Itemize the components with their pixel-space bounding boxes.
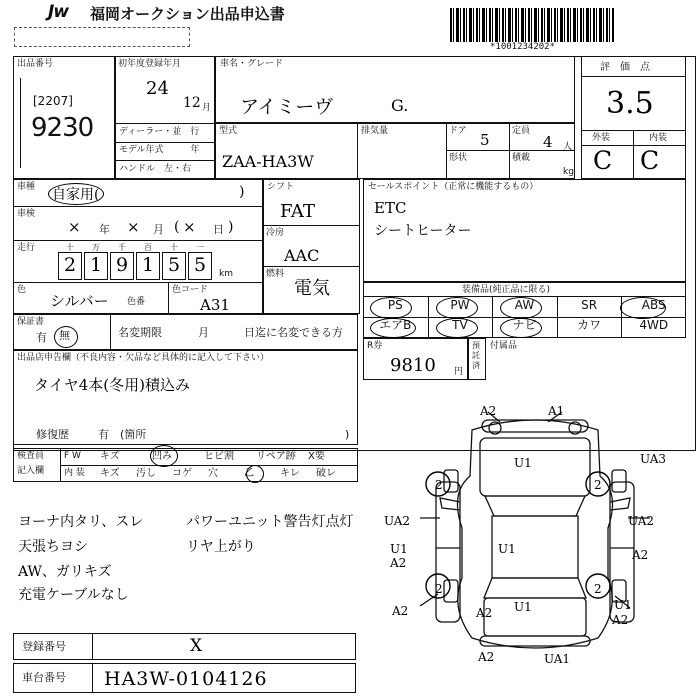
addon-label: 付属品 xyxy=(490,341,518,351)
divider xyxy=(263,225,360,226)
divider xyxy=(263,266,360,267)
car-hood xyxy=(480,438,590,496)
inspector-item: リペア跡 xyxy=(256,451,296,462)
evaluation-label: 評 価 点 xyxy=(600,62,650,73)
car-left-side xyxy=(436,482,460,622)
damage-mark: U1 xyxy=(390,542,408,556)
handle-label: ハンドル 左・右 xyxy=(119,164,192,174)
mileage-digit-label: 十 xyxy=(170,243,178,252)
mileage-digit-label: 一 xyxy=(196,243,204,252)
car-front-bumper xyxy=(482,420,588,432)
usage-value: 自家用( xyxy=(52,187,100,203)
barcode xyxy=(450,8,614,42)
damage-mark: U1 xyxy=(514,600,532,614)
divider xyxy=(60,465,358,466)
inspector-item: ヒビ割 xyxy=(204,451,234,462)
color-code-label: 色コード xyxy=(172,285,209,295)
lot-number: 9230 xyxy=(31,113,94,143)
car-rear-window xyxy=(484,578,586,598)
damage-mark: A2 xyxy=(476,606,493,620)
mileage-digit: 9 xyxy=(116,254,129,276)
equipment-item: AW xyxy=(514,298,535,312)
divider xyxy=(446,150,575,151)
inspection-month-word: 月 xyxy=(153,223,164,236)
dent-circle xyxy=(150,445,178,467)
inspector-item: 汚し xyxy=(136,468,156,479)
color-label: 色 xyxy=(17,285,27,295)
inspector-row2-prefix: 内 装 xyxy=(64,468,85,478)
divider xyxy=(110,314,111,350)
damage-mark: A2 xyxy=(392,604,409,618)
divider xyxy=(115,142,215,143)
inspection-open-paren: ( xyxy=(174,219,180,235)
car-tailgate xyxy=(484,598,586,636)
notes-label: 出品店申告欄（不良内容・欠品など具体的に記入して下さい） xyxy=(17,353,270,363)
model-code: ZAA-HA3W xyxy=(222,152,314,171)
color-value: シルバー xyxy=(50,292,109,310)
inspector-row1-prefix: F W xyxy=(64,451,81,461)
recycle-status-label: 預託済 xyxy=(472,341,480,370)
divider xyxy=(13,240,263,241)
equipment-item: PS xyxy=(387,298,403,312)
chassis-label: 車台番号 xyxy=(22,671,66,684)
equipment-circle xyxy=(370,297,412,319)
exterior-label: 外装 xyxy=(592,133,611,143)
equipment-item: エアB xyxy=(379,318,412,332)
registration-label: 登録番号 xyxy=(22,640,66,653)
wheel-rl xyxy=(444,580,458,602)
chassis-value: HA3W-0104126 xyxy=(104,668,268,690)
repair-label: 修復歴 xyxy=(36,428,69,441)
mileage-digit: 2 xyxy=(64,254,77,276)
capacity-label: 定員 xyxy=(512,126,531,136)
car-name: アイミーヴ xyxy=(240,96,334,118)
interior-grade: C xyxy=(640,146,660,175)
equipment-label: 装備品(純正品に限る) xyxy=(462,285,551,295)
car-windshield xyxy=(485,496,585,516)
inspector-item: X要 xyxy=(308,451,325,462)
usage-label: 車種 xyxy=(17,182,36,192)
remark-line: パワーユニット警告灯点灯 xyxy=(186,514,354,530)
sales-point-1: ETC xyxy=(374,199,407,217)
lot-label: 出品番号 xyxy=(17,59,54,69)
warranty-label: 保証書 xyxy=(17,317,45,327)
inspection-day-mark: × xyxy=(183,218,196,236)
equipment-item: TV xyxy=(452,318,468,332)
damage-mark: U1 xyxy=(498,542,516,556)
inspection-close-paren: ) xyxy=(228,219,234,235)
first-reg-year: 24 xyxy=(146,78,169,99)
displacement-label: 排気量 xyxy=(361,126,389,136)
name-change-label: 名変期限 xyxy=(118,326,162,339)
divider xyxy=(581,76,686,77)
inspection-label: 車検 xyxy=(17,209,36,219)
registration-value: X xyxy=(190,636,203,656)
divider xyxy=(92,663,93,693)
capacity-value: 4 xyxy=(543,133,553,151)
equipment-item: カワ xyxy=(577,318,602,332)
barcode-number: *1001234202* xyxy=(490,42,556,52)
wheel-fr xyxy=(612,470,626,492)
inspection-year-word: 年 xyxy=(99,223,110,236)
evaluation-score: 3.5 xyxy=(606,86,654,121)
divider xyxy=(115,160,215,161)
damage-mark: A2 xyxy=(632,548,649,562)
month-unit-label: 月 xyxy=(202,103,212,113)
usage-close-paren: ) xyxy=(239,184,245,200)
inspector-item: コゲ xyxy=(172,468,192,479)
warranty-no: 無 xyxy=(59,329,70,342)
divider xyxy=(446,123,447,179)
model-year-label: モデル年式 年 xyxy=(119,145,200,155)
mileage-digit-label: 百 xyxy=(144,243,152,252)
damage-mark: UA2 xyxy=(628,514,655,528)
damage-mark: 2 xyxy=(435,582,443,596)
load-unit: kg xyxy=(563,167,574,177)
type-label: 型式 xyxy=(219,126,238,136)
damage-mark: A2 xyxy=(612,613,629,627)
inspector-item: キズ xyxy=(100,468,120,479)
equipment-item: SR xyxy=(581,298,598,312)
fuel-value: 電気 xyxy=(294,278,330,299)
damage-mark: UA2 xyxy=(384,514,411,528)
entry-boxes xyxy=(14,27,190,47)
shift-value: FAT xyxy=(280,201,315,222)
equipment-circle xyxy=(436,297,478,319)
equipment-circle xyxy=(500,318,542,338)
equipment-circle xyxy=(620,297,666,319)
damage-mark: A2 xyxy=(480,404,497,418)
mileage-digit-label: 千 xyxy=(118,243,126,252)
door-count: 5 xyxy=(480,131,490,149)
color-number-label: 色番 xyxy=(127,297,146,307)
car-grade: G. xyxy=(391,96,409,115)
inspector-label-bottom: 記入欄 xyxy=(17,466,45,476)
damage-mark: 2 xyxy=(435,478,443,492)
mileage-digit-label: 万 xyxy=(92,243,100,252)
recycle-value: 9810 xyxy=(390,355,436,376)
lot-sub-number: [2207] xyxy=(33,94,73,108)
repair-value: 有 (箇所 xyxy=(98,428,147,441)
capacity-unit: 人 xyxy=(563,142,573,152)
mileage-digit: 1 xyxy=(142,254,155,276)
sales-point-2: シートヒーター xyxy=(374,223,472,239)
divider xyxy=(13,282,263,283)
recycle-label: R券 xyxy=(367,341,383,351)
exterior-grade: C xyxy=(593,146,613,175)
equipment-item: ABS xyxy=(641,298,666,312)
mileage-digit-label: 十 xyxy=(66,243,74,252)
damage-mark: U1 xyxy=(514,456,532,470)
ac-value: AAC xyxy=(284,246,320,265)
mileage-digit: 5 xyxy=(194,254,207,276)
first-reg-label: 初年度登録年月 xyxy=(118,59,182,69)
mileage-digit: 5 xyxy=(168,254,181,276)
inspection-day-word: 日 xyxy=(213,223,224,236)
warranty-yes: 有 xyxy=(36,331,47,344)
remark-line: リヤ上がり xyxy=(186,539,256,555)
equipment-circle xyxy=(500,297,542,319)
damage-mark: U1 xyxy=(614,598,632,612)
damage-mark: UA3 xyxy=(640,452,667,466)
damage-mark: 2 xyxy=(594,582,602,596)
equipment-circle xyxy=(370,318,416,338)
divider xyxy=(13,206,263,207)
color-code: A31 xyxy=(200,296,230,314)
divider xyxy=(92,633,93,660)
remark-line: 充電ケーブルなし xyxy=(18,587,129,603)
divider xyxy=(168,282,169,314)
mileage-label: 走行 xyxy=(17,243,36,253)
car-name-label: 車名・グレード xyxy=(220,59,284,69)
inspector-item: 乙 xyxy=(244,468,254,479)
recycle-unit: 円 xyxy=(454,367,464,377)
first-reg-month: 12 xyxy=(183,95,201,111)
inspector-item: 穴 xyxy=(208,468,218,479)
remark-line: 天張ちヨシ xyxy=(18,539,88,555)
dealer-label: ディーラー・並 行 xyxy=(119,127,200,137)
name-change-month: 月 xyxy=(198,326,209,339)
door-label: ドア xyxy=(449,126,467,136)
wheel-fl xyxy=(444,470,458,492)
divider xyxy=(357,123,358,179)
damage-mark: A2 xyxy=(390,556,407,570)
repair-close: ) xyxy=(345,428,350,441)
form-title: 福岡オークション出品申込書 xyxy=(90,5,285,23)
divider xyxy=(509,123,510,179)
mileage-unit: km xyxy=(219,269,233,279)
company-logo: Jw xyxy=(48,2,69,22)
notes-text: タイヤ4本(冬用)積込み xyxy=(34,376,190,394)
remark-line: ヨーナ内タリ、スレ xyxy=(18,514,144,530)
divider xyxy=(115,123,215,124)
damage-mark: A1 xyxy=(548,404,565,418)
inspector-item: キレ xyxy=(280,468,300,479)
name-change-note: 日迄に名変できる方 xyxy=(244,326,343,339)
damage-mark: UA1 xyxy=(544,652,571,666)
inspector-item: 破レ xyxy=(316,468,336,479)
inspector-item: 凹み xyxy=(152,451,172,462)
inspector-label-top: 検査員 xyxy=(17,451,45,461)
remark-line: AW、ガリキズ xyxy=(18,564,112,580)
damage-mark: A2 xyxy=(478,650,495,664)
damage-mark: 2 xyxy=(594,478,602,492)
car-diagram xyxy=(380,398,690,670)
equipment-item: ナビ xyxy=(512,318,537,332)
load-label: 積載 xyxy=(512,153,531,163)
equipment-item: 4WD xyxy=(639,318,669,332)
mileage-digit: 1 xyxy=(90,254,103,276)
inspector-item: キズ xyxy=(100,451,120,462)
interior-label: 内装 xyxy=(649,133,668,143)
stain-circle xyxy=(246,465,264,483)
equipment-circle xyxy=(436,318,478,338)
ac-label: 冷房 xyxy=(266,228,285,238)
inspection-month-mark: × xyxy=(127,218,140,236)
equipment-item: PW xyxy=(450,298,470,312)
fuel-label: 燃料 xyxy=(266,269,285,279)
sales-points-label: セールスポイント（正常に機能するもの） xyxy=(368,182,539,192)
divider xyxy=(633,130,634,179)
shape-label: 形状 xyxy=(449,153,468,163)
inspection-year-mark: × xyxy=(68,218,81,236)
shift-label: シフト xyxy=(267,182,295,192)
